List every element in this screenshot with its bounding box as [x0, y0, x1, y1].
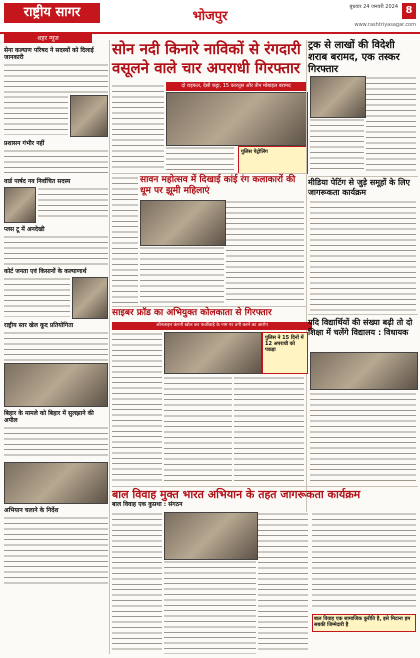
text-block — [4, 277, 70, 317]
left-head-1: प्रशासन गंभीर नहीं — [4, 140, 45, 147]
mid-text-col — [140, 246, 224, 304]
child-text-col — [164, 560, 256, 654]
left-head-6: बिहार के मामले को बिहार में सुलझाने की अपील — [4, 410, 94, 424]
child-headline: बाल विवाह मुक्त भारत अभियान के तहत जागरूकता कार्यक्रम — [112, 488, 361, 501]
right-mid-headline: मीडिया पेटिंग से जुड़े समूहों के लिए जागरूकता कार्यक्रम — [308, 178, 410, 197]
row-rule — [308, 176, 418, 177]
cyber-text-col — [164, 376, 232, 484]
right-top-photo — [310, 76, 366, 118]
photo-note-box: पुलिस पेट्रोलिंग — [238, 146, 308, 174]
portrait-photo — [4, 187, 36, 223]
pull-quote: बाल विवाह एक सामाजिक कुरीति है, इसे मिटाना हम सबकी जिम्मेदारी है — [312, 614, 416, 632]
cyber-photo — [164, 332, 262, 374]
text-block — [4, 235, 108, 265]
portrait-photo — [70, 95, 108, 137]
left-head-2: वार्ड पार्षद नव निर्वाचित सदस्य — [4, 178, 71, 185]
child-text-col — [112, 512, 162, 654]
text-block — [4, 63, 108, 93]
mid-text-col — [226, 200, 304, 304]
lead-text-col — [112, 84, 164, 172]
cyber-headline: साइबर फ्रॉड का अभियुक्त कोलकाता से गिरफ्तार — [112, 308, 272, 318]
cyber-text-col — [112, 332, 162, 484]
portrait-photo — [72, 277, 108, 319]
masthead — [0, 0, 420, 34]
right-top-headline: ट्रक से लाखों की विदेशी शराब बरामद, एक तस्कर गिरफ्तार — [308, 40, 400, 75]
text-block — [4, 516, 108, 586]
mid-photo — [140, 200, 226, 246]
right-mid-text — [310, 200, 416, 312]
left-head-0: सेना कल्याण परिषद ने सदस्यों को दिलाई जानकारी — [4, 47, 94, 61]
school-photo — [310, 352, 418, 390]
right-text-col — [310, 118, 364, 172]
text-block — [4, 149, 108, 175]
text-block — [4, 95, 68, 135]
section-label: शहर न्यूज — [4, 34, 92, 43]
text-block — [4, 331, 108, 361]
news-photo — [4, 363, 108, 407]
date-line: बुधवार 24 जनवरी 2024 — [349, 4, 398, 10]
text-block — [4, 426, 108, 460]
left-column — [4, 44, 108, 654]
lead-text-col — [166, 146, 234, 172]
page-number: 8 — [402, 3, 416, 19]
mid-headline: सावन महोत्सव में दिखाई कांई रंग कलाकारों की धूम पर झूमी महिलाएं — [140, 175, 296, 196]
child-subhead: बाल विवाह एक कुप्रथा : संगठन — [112, 501, 183, 508]
website-url: www.rashtriyasagar.com — [354, 22, 416, 28]
row-rule — [112, 306, 306, 307]
cyber-text-col — [234, 376, 304, 484]
row-rule — [112, 173, 306, 174]
news-photo — [4, 462, 108, 504]
left-head-4: कोर्ट जनता एवं किसानों के कल्याणार्थ — [4, 268, 87, 275]
left-head-3: प्लस टू में अनदेखी — [4, 226, 45, 233]
mid-text-col — [112, 176, 138, 304]
lead-photo — [166, 92, 308, 146]
cyber-subhead: ऑनलाइन कंपनी खोल कर फर्जीवाड़े के नाम पर ठगी करने का आरोप — [112, 322, 312, 330]
row-rule — [112, 486, 418, 487]
left-head-7: अभियान चलाने के निर्देश — [4, 507, 59, 514]
lead-headline: सोन नदी किनारे नाविकों से रंगदारी वसूलने वाले चार अपराधी गिरफ्तार — [112, 40, 301, 77]
column-rule — [109, 40, 110, 654]
right-text-col — [366, 76, 416, 172]
child-text-col — [312, 512, 416, 610]
child-text-col — [258, 512, 308, 654]
cyber-box: पुलिस ने 15 दिनों में 12 अपराधी को पकड़ा — [262, 332, 308, 374]
child-photo — [164, 512, 258, 560]
row-rule — [308, 314, 418, 315]
edition-city: भोजपुर — [192, 9, 228, 24]
newspaper-logo: राष्ट्रीय सागर — [4, 3, 100, 23]
left-head-5: राष्ट्रीय स्तर खेल कूद प्रतियोगिता — [4, 322, 74, 329]
school-text-col — [310, 392, 416, 484]
lead-photo-caption: दो राइफल, देसी कट्टा, 15 कारतूस और तीन मोबाइल बरामद — [166, 82, 306, 91]
school-headline: यदि विद्यार्थियों की संख्या बढ़ी तो दो शिक्षा में चलेंगे विद्यालय : विधायक — [308, 318, 413, 337]
text-block — [38, 187, 108, 221]
